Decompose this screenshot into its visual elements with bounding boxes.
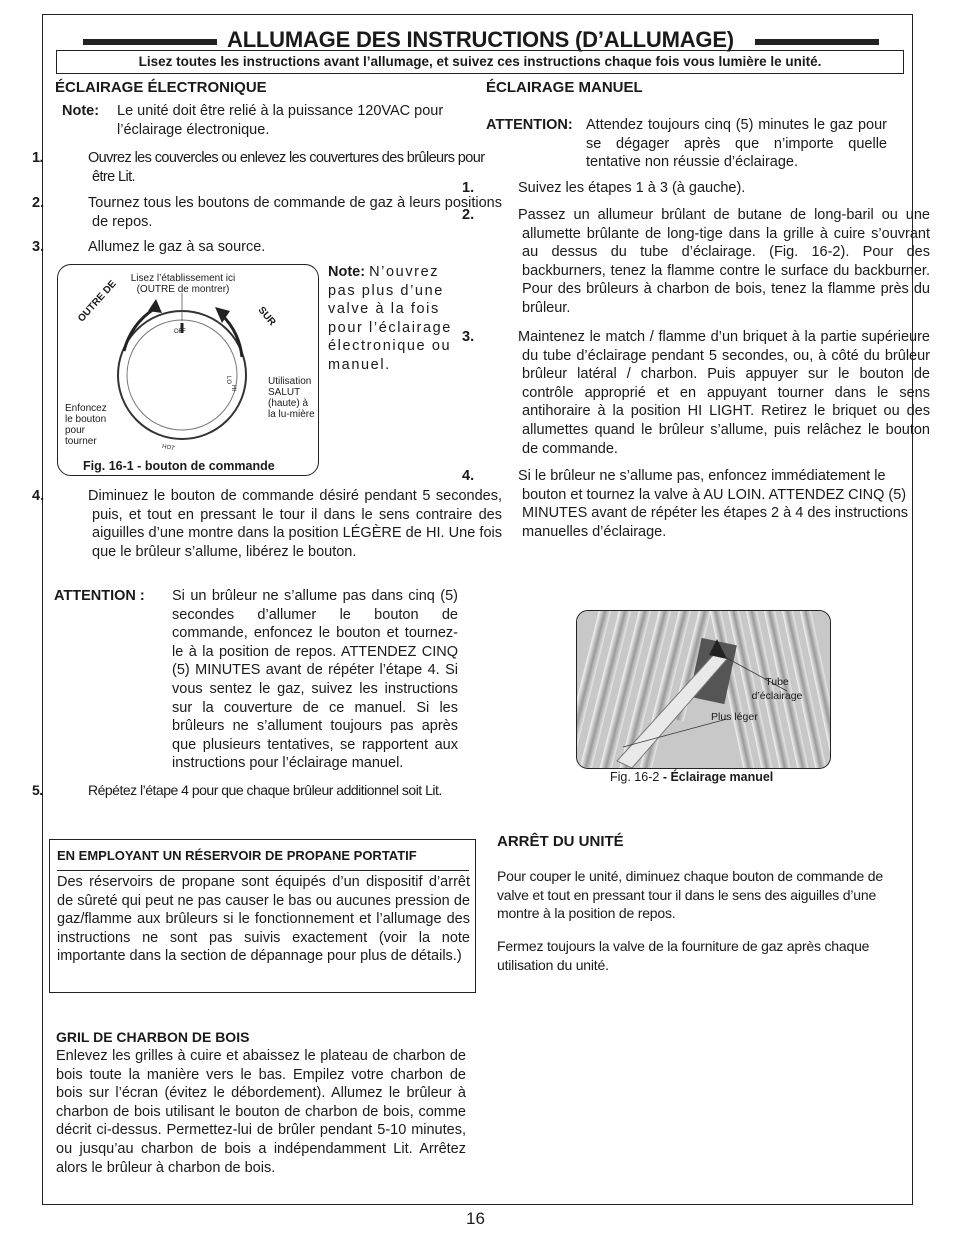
step-number: 3. (32, 239, 45, 255)
step-number: 2. (32, 195, 45, 211)
dial-inner-ring (127, 320, 237, 430)
step-number: 1. (32, 150, 43, 166)
attention-text: Si un brûleur ne s’allume pas dans cinq (5) secondes d’allumer le bouton de commande, enfoncez le bouton et tournez-le à la position de repos. ATTENDEZ CINQ (5) MINUTES avant de répéter l’étape 4. Si vous sentez le gaz, suivez les instructions sur la couverture de ce manuel. Si les brûleurs ne s’allument toujours pas après que plusieurs tentatives, se rapportent aux instructions pour l’éclairage manuel. (172, 588, 458, 772)
side-note (328, 263, 458, 375)
label-off: OFF (174, 329, 186, 335)
attention-label: ATTENTION : (54, 588, 145, 604)
manual-heading: ÉCLAIRAGE MANUEL (486, 79, 643, 96)
label-lighter: Plus léger (711, 711, 758, 723)
arrow-outre-head (148, 299, 162, 313)
label-hot: HOT (161, 443, 176, 453)
step-text: Ouvrez les couvercles ou enlevez les couvertures des brûleurs pour être Lit. (88, 150, 485, 185)
step-text: Allumez le gaz à sa source. (88, 239, 266, 255)
manual-attention-text: Attendez toujours cinq (5) minutes le gaz pour se dégager après que n’importe quelle tentative non réussie d’éclairage. (586, 117, 887, 171)
electronic-step-3 (32, 238, 502, 257)
title-rule-left (83, 39, 217, 45)
note-text: Le unité doit être relié à la puissance 120VAC pour l’éclairage électronique. (117, 103, 444, 138)
shutdown-heading: ARRÊT DU UNITÉ (497, 833, 624, 850)
step-text: Suivez les étapes 1 à 3 (à gauche). (518, 180, 746, 196)
charcoal-heading: GRIL DE CHARBON DE BOIS (56, 1029, 250, 1045)
step-number: 2. (462, 207, 475, 223)
step-number: 4. (32, 488, 45, 504)
label-press-knob: Enfoncez le bouton pour tourner (65, 403, 107, 447)
propane-heading: EN EMPLOYANT UN RÉSERVOIR DE PROPANE PORTATIF (57, 848, 417, 863)
fig1-top-label-line-1: Lisez l’établissement ici (130, 273, 236, 284)
manual-step-1 (462, 179, 930, 198)
step-number: 5. (32, 782, 43, 798)
electronic-step-2 (32, 194, 502, 231)
step-number: 3. (462, 329, 475, 345)
manual-attention-label: ATTENTION: (486, 117, 573, 133)
electronic-step-1 (32, 149, 502, 186)
step-text: Répétez l’étape 4 pour que chaque brûleur additionnel soit Lit. (88, 782, 442, 798)
fig1-top-label-line-2: (OUTRE de montrer) (136, 284, 230, 295)
fig2-caption-title: - Éclairage manuel (659, 770, 774, 784)
fig-16-2-photo (576, 610, 831, 769)
step-text: Diminuez le bouton de commande désiré pendant 5 secondes, puis, et tout en pressant le tour il dans le sens contraire des aiguilles d’une montre dans la position LÉGÈRE de HI. Une fois que le brûleur s’allume, libérez le bouton. (88, 488, 502, 560)
page-number: 16 (466, 1209, 485, 1228)
fig-16-1-caption: Fig. 16-1 - bouton de commande (83, 459, 275, 473)
step-text: Tournez tous les boutons de commande de gaz à leurs positions de repos. (88, 195, 502, 230)
step-text: Maintenez le match / flamme d’un briquet à la partie supérieure du tube d’éclairage pendant 5 secondes, ou, à côté du brûleur brûleur latéral / charbon. Puis appuyer sur le bouton de contrôle approprié et en appuyant tourner dans le sens antihoraire à la position HI LIGHT. Retirez le briquet ou des allumettes quand le brûleur s’allume, puis relâchez le bouton de commande. (518, 329, 930, 457)
manual-step-2 (462, 206, 930, 318)
electronic-heading: ÉCLAIRAGE ÉLECTRONIQUE (55, 79, 267, 96)
instruction-banner: Lisez toutes les instructions avant l’allumage, et suivez ces instructions chaque fois vous lumière le unité. (56, 50, 904, 74)
arrow-outre-shaft (124, 309, 154, 351)
step-text: Si le brûleur ne s’allume pas, enfoncez immédiatement le bouton et tournez la valve à AU LOIN. ATTENDEZ CINQ (5) MINUTES avant de répéter les étapes 2 à 4 des instructions manuelles d’éclairage. (518, 468, 909, 540)
propane-text: Des réservoirs de propane sont équipés d’un dispositif d’arrêt de sûreté qui peut ne pas causer le bas ou aucunes pression de gaz/flamme aux brûleurs si le fonctionnement et l’allumage des instructions ne sont pas suivis exactement (voir la note importante dans la section de dépannage pour plus de détails.) (57, 874, 470, 965)
manual-step-4 (462, 467, 930, 541)
fig1-top-label (128, 273, 238, 295)
shutdown-p1: Pour couper le unité, diminuez chaque bouton de commande de valve et tout en pressant tour il dans le sens des aiguilles d’une montre à la position de repos. (497, 868, 883, 922)
fig-16-1-panel (57, 264, 319, 476)
electronic-step-4 (32, 487, 502, 561)
note-label: Note: (62, 103, 100, 119)
label-hi: HI (230, 385, 236, 391)
label-tube-line-2: d’éclairage (751, 690, 803, 702)
step-number: 1. (462, 180, 475, 196)
shutdown-p2: Fermez toujours la valve de la fourniture de gaz après chaque utilisation du unité. (497, 938, 870, 973)
electronic-note (62, 102, 472, 139)
step-number: 4. (462, 468, 475, 484)
label-outre-de: OUTRE DE (76, 278, 119, 325)
fig-16-2-caption (610, 770, 773, 784)
fig2-caption-num: Fig. 16-2 (610, 770, 660, 784)
propane-divider (57, 870, 469, 871)
charcoal-text: Enlevez les grilles à cuire et abaissez le plateau de charbon de bois toute la manière vers le bas. Empilez votre charbon de bois sur l’écran (évitez le débordement). Allumez le brûleur à charbon de bois utilisant le bouton de charbon de bois, comme décrit ci-dessus. Permettez-lui de brûler pendant 5-10 minutes, ou jusqu’au charbon de bois a indépendamment Lit. Arrêtez alors le brûleur à charbon de bois. (56, 1048, 466, 1176)
title-rule-right (755, 39, 879, 45)
label-sur: SUR (255, 304, 278, 329)
step-text: Passez un allumeur brûlant de butane de long-baril ou une allumette brûlante de long-tige dans la grille à cuire s’ouvrant au dessus du tube d’éclairage. (Fig. 16-2). Pour des backburners, tenez la flamme contre le surface du backburner. Pour des brûleurs à charbon de bois, tenez la flamme près du brûleur. (518, 207, 930, 316)
label-tube (737, 675, 817, 703)
label-tube-line-1: Tube (765, 676, 789, 688)
label-lo: LO (225, 375, 232, 385)
electronic-step-5 (32, 781, 512, 800)
propane-box (49, 839, 476, 993)
label-use-hi: Utilisation SALUT (haute) à la lu-mière (268, 376, 315, 420)
page-title: ALLUMAGE DES INSTRUCTIONS (D’ALLUMAGE) (227, 27, 734, 52)
side-note-label: Note: (328, 264, 366, 280)
side-note-text: N’ouvrez pas plus d’une valve à la fois pour l’éclairage électronique ou manuel. (328, 264, 452, 373)
manual-step-3 (462, 328, 930, 458)
